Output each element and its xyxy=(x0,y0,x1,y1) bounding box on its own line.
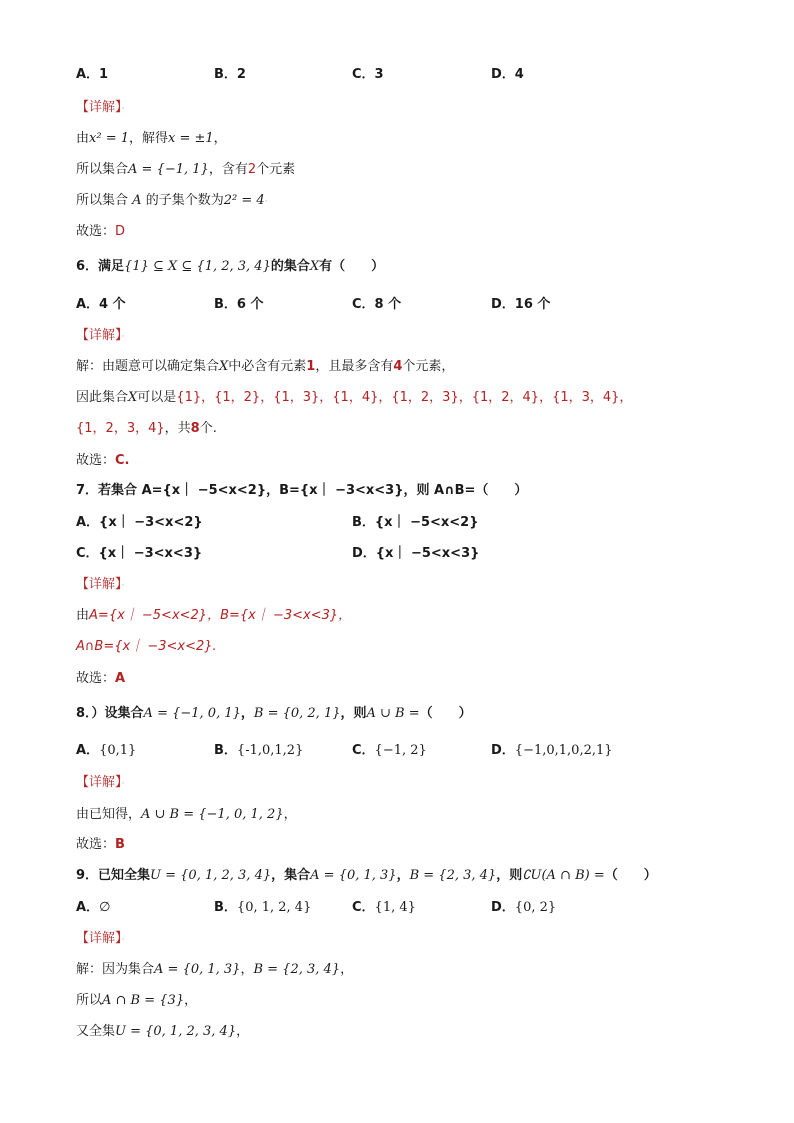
q9-detail-line-3: 又全集U = {0, 1, 2, 3, 4}， xyxy=(76,1024,250,1039)
q5-option-c[interactable]: C．3 xyxy=(352,67,384,82)
q9-detail-line-2: 所以A ∩ B = {3}， xyxy=(76,993,198,1008)
q7-answer: 故选：A xyxy=(76,671,126,686)
q8-answer: 故选：B xyxy=(76,837,125,852)
q7-detail-heading: 【详解】· xyxy=(76,577,125,592)
q9-detail-line-1: 解：因为集合A = {0, 1, 3}，B = {2, 3, 4}， xyxy=(76,962,354,977)
q5-option-d[interactable]: D．4 xyxy=(491,67,524,82)
q8-detail-line-1: 由已知得，A ∪ B = {−1, 0, 1, 2}， xyxy=(76,807,297,822)
q6-option-a[interactable]: A．4 个 xyxy=(76,297,126,312)
q7-option-d[interactable]: D．{x｜ −5<x<3} xyxy=(352,546,480,561)
q8-option-c[interactable]: C．{−1, 2} xyxy=(352,743,427,758)
q8-option-a[interactable]: A．{0,1} xyxy=(76,743,137,758)
q5-option-b[interactable]: B．2 xyxy=(214,67,246,82)
q9-stem: 9．已知全集U = {0, 1, 2, 3, 4}，集合A = {0, 1, 3}，B = {2, 3, 4}，则∁U(A ∩ B) =（ ） xyxy=(76,868,657,883)
q8-option-b[interactable]: B．{-1,0,1,2} xyxy=(214,743,304,758)
q9-option-d[interactable]: D．{0, 2} xyxy=(491,900,557,915)
q5-option-a[interactable]: A．1 xyxy=(76,67,109,82)
q6-option-d[interactable]: D．16 个 xyxy=(491,297,551,312)
q8-option-d[interactable]: D．{−1,0,1,0,2,1} xyxy=(491,743,613,758)
q5-detail-line-2: 所以集合A = {−1, 1}，含有2个元素 xyxy=(76,162,296,177)
q7-detail-line-1: 由A={x｜ −5<x<2}，B={x｜ −3<x<3}， xyxy=(76,608,352,623)
q6-detail-heading: 【详解】· xyxy=(76,328,125,343)
q6-detail-line-1: 解：由题意可以确定集合X中必含有元素1，且最多含有4个元素， xyxy=(76,359,455,374)
q6-answer: 故选：C. xyxy=(76,453,130,468)
q8-stem: 8．）设集合A = {−1, 0, 1}，B = {0, 2, 1}，则A ∪ B =（ ） xyxy=(76,706,472,721)
q7-option-c[interactable]: C．{x｜ −3<x<3} xyxy=(76,546,203,561)
q7-option-a[interactable]: A．{x｜ −3<x<2} xyxy=(76,515,203,530)
q9-detail-heading: 【详解】· xyxy=(76,931,125,946)
q5-answer: 故选：D xyxy=(76,224,126,239)
q9-option-a[interactable]: A．∅ xyxy=(76,900,111,915)
q6-stem: 6．满足{1} ⊆ X ⊆ {1, 2, 3, 4}的集合X有（ ） xyxy=(76,259,385,274)
q9-option-c[interactable]: C．{1, 4} xyxy=(352,900,416,915)
q5-detail-line-3: 所以集合 A 的子集个数为2² = 4· xyxy=(76,193,268,208)
q5-detail-heading: 【详解】· xyxy=(76,100,125,115)
q7-stem: 7．若集合 A={x｜ −5<x<2}，B={x｜ −3<x<3}，则 A∩B=（ ） xyxy=(76,483,528,498)
q8-detail-heading: 【详解】· xyxy=(76,775,125,790)
q5-detail-line-1: 由x² = 1，解得x = ±1， xyxy=(76,131,227,146)
q7-option-b[interactable]: B．{x｜ −5<x<2} xyxy=(352,515,479,530)
q6-detail-line-3: {1，2，3，4}，共8个. xyxy=(76,421,217,436)
q6-option-c[interactable]: C．8 个 xyxy=(352,297,402,312)
q7-detail-line-2: A∩B={x｜ −3<x<2}. xyxy=(76,639,217,654)
q6-option-b[interactable]: B．6 个 xyxy=(214,297,264,312)
q6-detail-line-2: 因此集合X可以是{1}，{1，2}，{1，3}，{1，4}，{1，2，3}，{1，2，4}，{1，3，4}， xyxy=(76,390,633,405)
q9-option-b[interactable]: B．{0, 1, 2, 4} xyxy=(214,900,312,915)
